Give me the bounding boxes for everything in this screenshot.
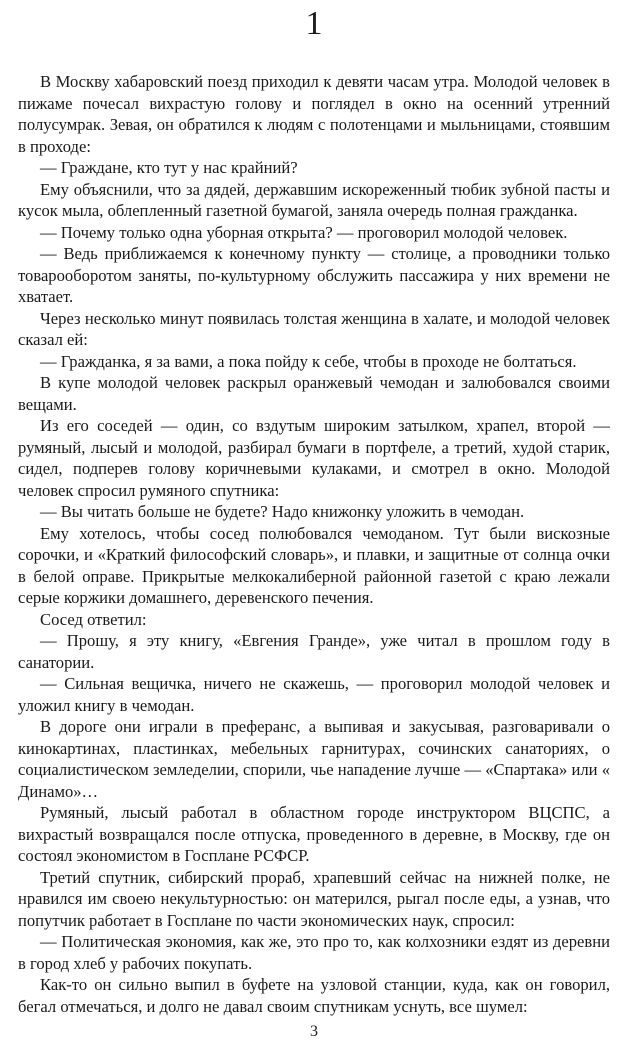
paragraph: Ему объяснили, что за дядей, державшим искореженный тюбик зубной пасты и кусок мыла, облепленный газетной бумагой, заняла очередь полная гражданка.	[18, 179, 610, 220]
paragraph: — Сильная вещичка, ничего не скажешь, — проговорил молодой человек и уложил книгу в чемодан.	[18, 674, 610, 715]
paragraph: Как-то он сильно выпил в буфете на узловой станции, куда, как он говорил, бегал отмечаться, и долго не давал своим спутникам уснуть, все шумел:	[18, 975, 610, 1016]
paragraph: Ему хотелось, чтобы сосед полюбовался чемоданом. Тут были вискозные сорочки, и «Краткий философский словарь», и плавки, и защитные от солнца очки в белой оправе. Прикрытые мелкокалиберной районной газетой с краю лежали серые коржики домашнего, деревенского печения.	[18, 523, 610, 607]
paragraph: — Ведь приближаемся к конечному пункту — столице, а проводники только товарооборотом заняты, по-культурному обслужить пассажира у них времени не хватает.	[18, 244, 610, 306]
paragraph: Через несколько минут появилась толстая женщина в халате, и молодой человек сказал ей:	[18, 308, 610, 349]
paragraph: — Гражданка, я за вами, а пока пойду к себе, чтобы в проходе не болтаться.	[40, 351, 577, 371]
paragraph: — Почему только одна уборная открыта? — проговорил молодой человек.	[40, 222, 568, 242]
paragraph: В Москву хабаровский поезд приходил к девяти часам утра. Молодой человек в пижаме почесал вихрастую голову и поглядел в окно на осенний утренний полусумрак. Зевая, он обратился к людям с полотенцами и мыльницами, стоявшим в проходе:	[18, 72, 610, 156]
paragraph: — Прошу, я эту книгу, «Евгения Гранде», уже читал в прошлом году в санатории.	[18, 631, 610, 672]
chapter-text	[18, 71, 610, 1017]
paragraph: Румяный, лысый работал в областном городе инструктором ВЦСПС, а вихрастый возвращался после отпуска, проведенного в деревне, в Москву, где он состоял экономистом в Госплане РСФСР.	[18, 803, 610, 865]
paragraph: — Политическая экономия, как же, это про то, как колхозники ездят из деревни в город хлеб у рабочих покупать.	[18, 932, 610, 973]
page-number: 3	[310, 1023, 318, 1040]
paragraph: — Вы читать больше не будете? Надо книжонку уложить в чемодан.	[40, 502, 525, 521]
paragraph: В дороге они играли в преферанс, а выпивая и закусывая, разговаривали о кинокартинах, пластинках, мебельных гарнитурах, сочинских санаториях, о социалистическом земледелии, спорили, чье нападение лучше — «Спартака» или « Динамо»…	[18, 717, 610, 801]
paragraph: В купе молодой человек раскрыл оранжевый чемодан и залюбовался своими вещами.	[18, 373, 610, 414]
paragraph: Из его соседей — один, со вздутым широким затылком, храпел, второй — румяный, лысый и молодой, разбирал бумаги в портфеле, а третий, худой старик, сидел, подперев голову коричневыми кулаками, и смотрел в окно. Молодой человек спросил румяного спутника:	[18, 416, 610, 500]
paragraph: Сосед ответил:	[40, 609, 147, 629]
chapter-number: 1	[305, 5, 323, 42]
paragraph: — Граждане, кто тут у нас крайний?	[40, 158, 298, 177]
paragraph: Третий спутник, сибирский прораб, храпевший сейчас на нижней полке, не нравился им своею некультурностью: он матерился, рыгал после еды, а узнав, что попутчик работает в Госплане по части экономических наук, спросил:	[18, 867, 610, 930]
